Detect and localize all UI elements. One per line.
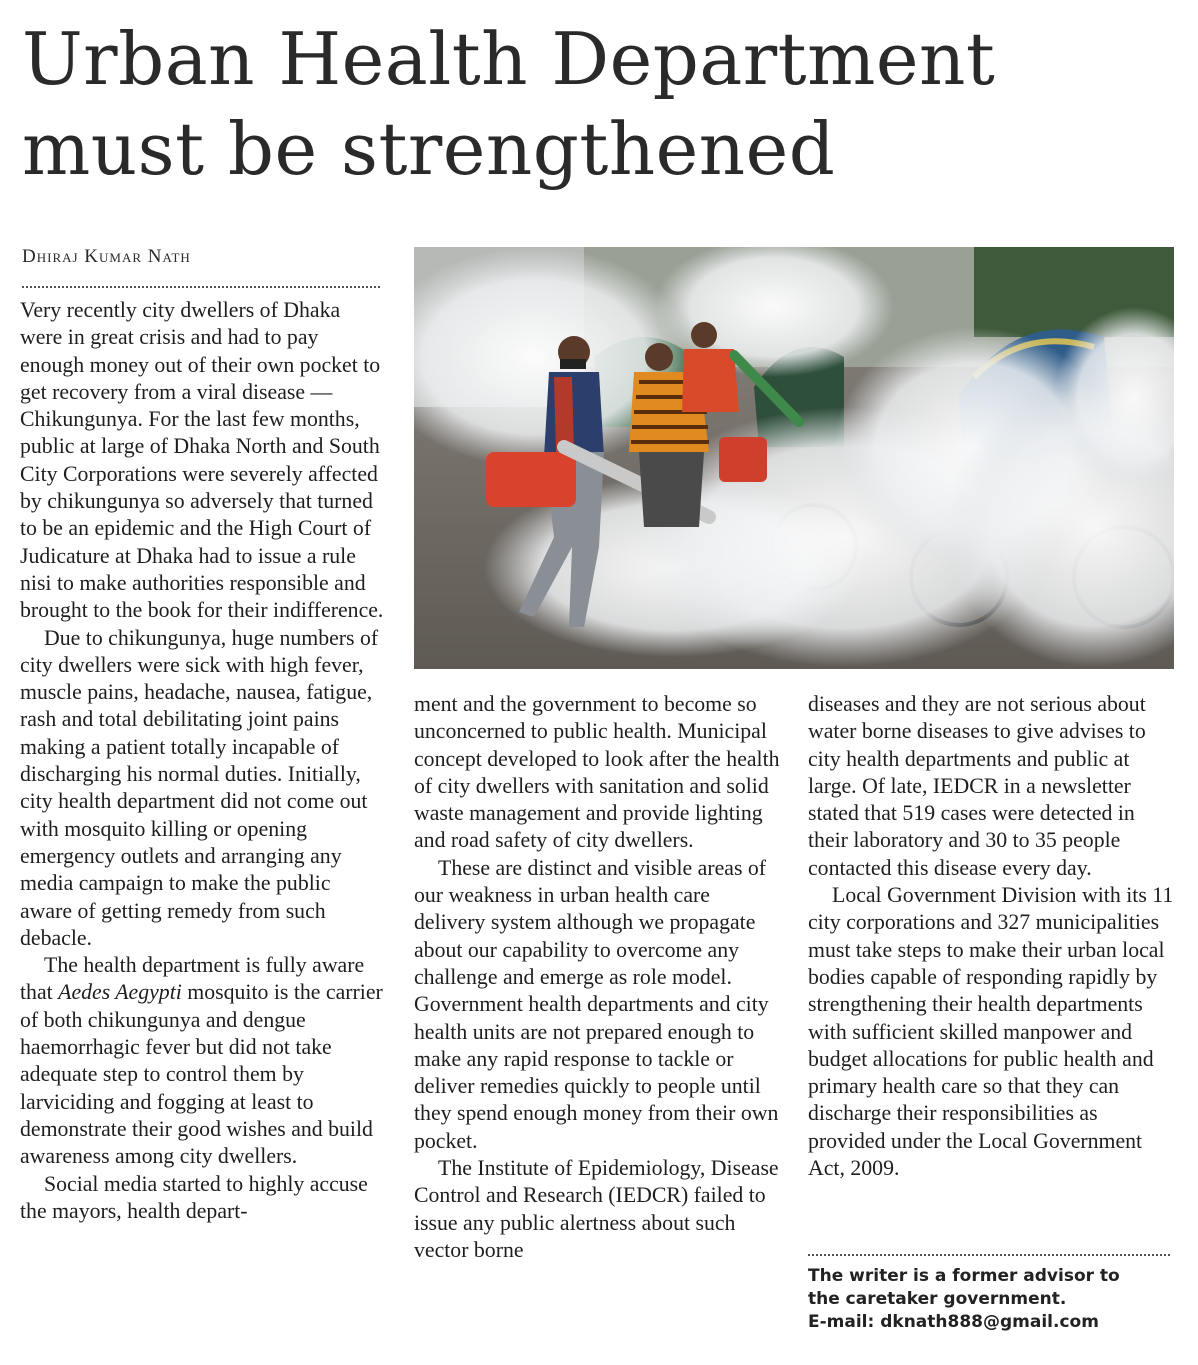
paragraph: These are distinct and visible areas of our weakness in urban health care delivery system although we propagate about our capability to overcome any challenge and emerge as role model. Government health departments and city health units are not prepared enough to make any rapid response to tackle or deliver remedies quickly to people until they spend enough money from their own pocket. xyxy=(414,855,779,1153)
article-column-2 xyxy=(414,691,782,1264)
paragraph: diseases and they are not serious about water borne diseases to give advises to city health departments and public at large. Of late, IEDCR in a newsletter stated that 519 cases were detected in their laboratory and 30 to 35 people contacted this disease every day. xyxy=(808,692,1146,880)
paragraph: Very recently city dwellers of Dhaka were in great crisis and had to pay enough money out of their own pocket to get recovery from a viral disease — Chikungunya. For the last few months, public at large of Dhaka North and South City Corporations were severely affected by chikungunya so adversely that turned to be an epidemic and the High Court of Judicature at Dhaka had to issue a rule nisi to make authorities responsible and brought to the book for their indifference. xyxy=(20,298,384,623)
paragraph: ment and the government to become so unconcerned to public health. Municipal concept developed to look after the health of city dwellers with sanitation and solid waste management and provide lighting and road safety of city dwellers. xyxy=(414,692,780,853)
author-byline: Dhiraj Kumar Nath xyxy=(22,246,191,267)
paragraph: Social media started to highly accuse the mayors, health depart- xyxy=(20,1171,368,1223)
headline-line-2: must be strengthened xyxy=(22,107,836,191)
article-column-1 xyxy=(20,297,386,1225)
footer-divider xyxy=(808,1254,1170,1256)
article-column-3 xyxy=(808,691,1176,1182)
text-run: mosquito is the carrier of both chikungunya and dengue haemorrhagic fever but did not take adequate step to control them by larviciding and fogging at least to demonstrate their good wishes and build awareness among city dwellers. xyxy=(20,980,383,1169)
author-note-line: the caretaker government. xyxy=(808,1289,1067,1309)
paragraph xyxy=(20,952,386,1170)
author-note-line: The writer is a former advisor to xyxy=(808,1266,1120,1286)
paragraph: Local Government Division with its 11 city corporations and 327 municipalities must take steps to make their urban local bodies capable of responding rapidly by strengthening their health departments with sufficient skilled manpower and budget allocations for public health and primary health care so that they can discharge their responsibilities as provided under the Local Government Act, 2009. xyxy=(808,883,1174,1181)
paragraph: Due to chikungunya, huge numbers of city dwellers were sick with high fever, muscle pains, headache, nausea, fatigue, rash and total debilitating joint pains making a patient totally incapable of discharging his normal duties. Initially, city health department did not come out with mosquito killing or opening emergency outlets and arranging any media campaign to make the public aware of getting remedy from such debacle. xyxy=(20,625,379,950)
byline-divider xyxy=(22,286,380,288)
paragraph: The Institute of Epidemiology, Disease Control and Research (IEDCR) failed to issue any public alertness about such vector borne xyxy=(414,1156,779,1262)
photo-illustration xyxy=(414,247,1174,669)
article-photo-fogging xyxy=(414,247,1174,669)
author-note xyxy=(808,1265,1178,1334)
headline-line-1: Urban Health Department xyxy=(22,17,996,101)
article-headline xyxy=(22,14,1182,194)
author-email: E-mail: dknath888@gmail.com xyxy=(808,1312,1099,1332)
species-name: Aedes Aegypti xyxy=(58,980,182,1005)
text-run: The health department is fully aware that xyxy=(20,953,365,1005)
